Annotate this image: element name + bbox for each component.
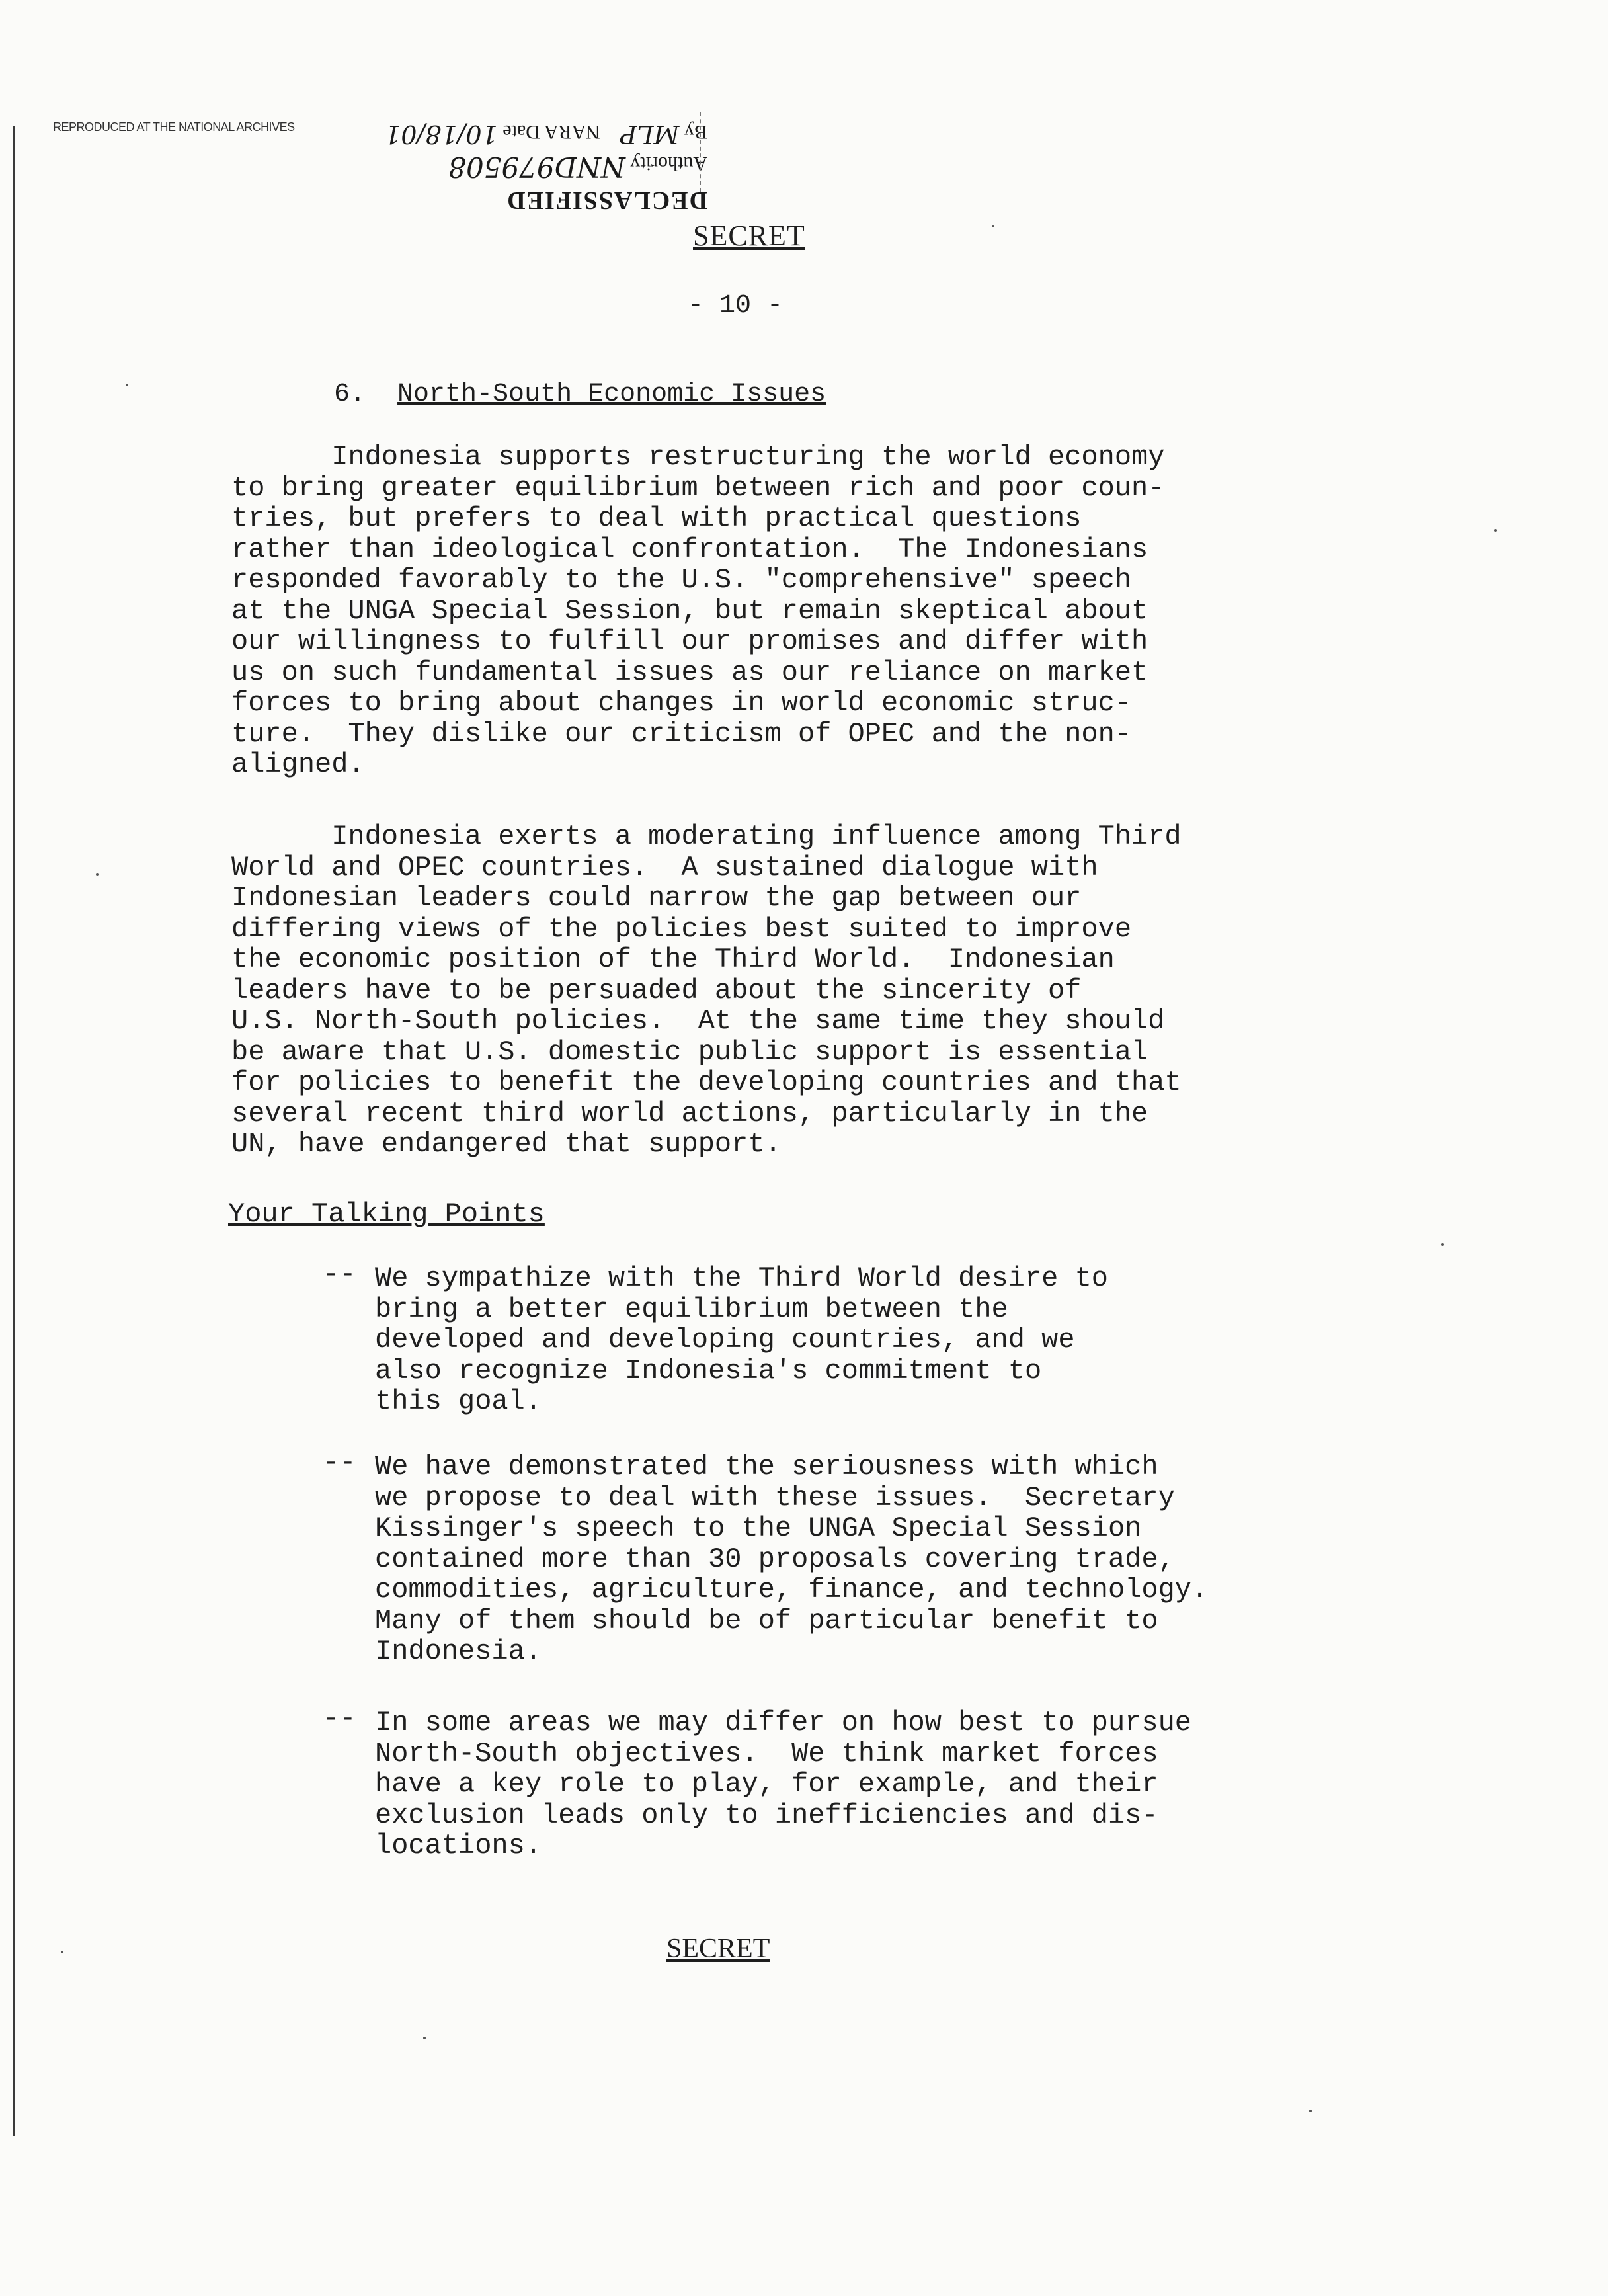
stamp-by-value: MLP bbox=[620, 120, 680, 149]
bullet-dash: -- bbox=[323, 1258, 356, 1290]
stamp-by-date bbox=[385, 120, 707, 149]
scan-speck bbox=[992, 225, 994, 227]
page-number: - 10 - bbox=[688, 291, 784, 321]
talking-points-heading: Your Talking Points bbox=[228, 1198, 545, 1230]
classification-bottom: SECRET bbox=[666, 1934, 770, 1964]
section-heading bbox=[334, 380, 826, 409]
stamp-authority-label: Authority bbox=[630, 153, 707, 175]
talking-point: In some areas we may differ on how best to pursue North-South objectives. We think market forces have a key role to play, for example, and their exclusion leads only to inefficiencies and dis- locations. bbox=[375, 1707, 1192, 1862]
scan-speck bbox=[423, 2037, 426, 2039]
scan-speck bbox=[61, 1951, 63, 1953]
paragraph-1: Indonesia supports restructuring the world economy to bring greater equilibrium between rich and poor coun- tries, but prefers to deal with practical questions rather than ideological confrontation. The Indonesians responded favorably to the U.S. "comprehensive" speech at the UNGA Special Session, but remain skeptical about our willingness to fulfill our promises and differ with us on such fundamental issues as our reliance on market forces to bring about changes in world economic struc- ture. They dislike our criticism of OPEC and the non- aligned. bbox=[231, 441, 1165, 780]
declassification-stamp bbox=[357, 109, 714, 215]
stamp-by-label: By bbox=[684, 121, 707, 143]
scan-speck bbox=[96, 873, 99, 876]
stamp-authority bbox=[448, 151, 707, 183]
section-title: North-South Economic Issues bbox=[397, 380, 826, 409]
scan-speck bbox=[1309, 2110, 1312, 2112]
bullet-dash: -- bbox=[323, 1447, 356, 1479]
stamp-border bbox=[700, 112, 701, 192]
talking-point: We have demonstrated the seriousness with which we propose to deal with these issues. Secretary Kissinger's speech to the UNGA Special Session contained more than 30 proposals covering trade, commodities, agriculture, finance, and technology. Many of them should be of particular benefit to Indonesia. bbox=[375, 1451, 1209, 1667]
stamp-date-label: NARA Date bbox=[502, 121, 600, 143]
talking-point: We sympathize with the Third World desire to bring a better equilibrium between the developed and developing countries, and we also recognize Indonesia's commitment to this goal. bbox=[375, 1262, 1108, 1417]
stamp-title: DECLASSIFIED bbox=[506, 186, 707, 214]
bullet-dash: -- bbox=[323, 1703, 356, 1735]
paragraph-2: Indonesia exerts a moderating influence among Third World and OPEC countries. A sustained dialogue with Indonesian leaders could narrow the gap between our differing views of the policies best suited to improve the economic position of the Third World. Indonesian leaders have to be persuaded about the sincerity of U.S. North-South policies. At the same time they should be aware that U.S. domestic public support is essential for policies to benefit the developing countries and that several recent third world actions, particularly in the UN, have endangered that support. bbox=[231, 821, 1182, 1160]
scan-speck bbox=[1494, 529, 1497, 532]
scan-speck bbox=[126, 384, 128, 386]
scan-speck bbox=[1441, 1243, 1444, 1246]
scan-left-edge bbox=[13, 126, 15, 2136]
section-number: 6. bbox=[334, 380, 366, 409]
stamp-date-value: 10/18/01 bbox=[385, 120, 498, 149]
stamp-authority-value: NND979508 bbox=[448, 151, 625, 183]
archives-notice: REPRODUCED AT THE NATIONAL ARCHIVES bbox=[53, 120, 295, 134]
classification-top: SECRET bbox=[693, 220, 805, 252]
